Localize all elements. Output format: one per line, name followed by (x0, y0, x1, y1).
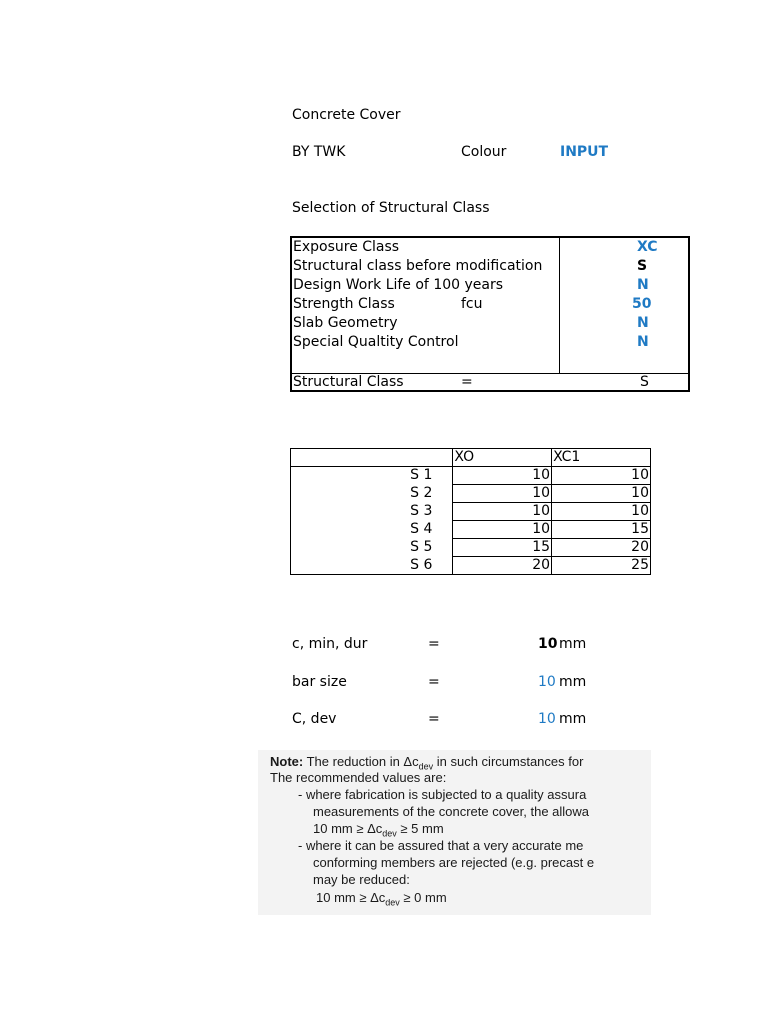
exposure-class-value[interactable]: XC (637, 239, 658, 255)
xc1-cell: 10 (552, 485, 651, 503)
xc1-cell: 20 (552, 539, 651, 557)
xo-cell: 10 (453, 521, 552, 539)
fcu-label: fcu (461, 296, 483, 312)
xc1-cell: 25 (552, 557, 651, 575)
class-cell: S 6 (291, 557, 453, 575)
xo-cell: 10 (453, 503, 552, 521)
table-row (291, 467, 651, 485)
strength-class-label: Strength Class (293, 296, 395, 312)
class-cell: S 5 (291, 539, 453, 557)
class-cell: S 3 (291, 503, 453, 521)
table-row (291, 485, 651, 503)
note-line: measurements of the concrete cover, the allowa (313, 804, 590, 819)
quality-control-value[interactable]: N (637, 334, 649, 350)
note-text: 10 mm ≥ Δc (316, 890, 386, 905)
xo-cell: 20 (453, 557, 552, 575)
input-legend: INPUT (560, 144, 609, 160)
note-line: The recommended values are: (270, 770, 447, 785)
c-dev-label: C, dev (292, 711, 337, 727)
bar-size-value[interactable]: 10 (538, 674, 556, 690)
section-title: Selection of Structural Class (292, 200, 490, 216)
structural-class-result-label: Structural Class (293, 374, 404, 390)
design-life-value[interactable]: N (637, 277, 649, 293)
xc1-cell: 15 (552, 521, 651, 539)
structural-class-before-label: Structural class before modification (293, 258, 543, 274)
note-text: The reduction in Δc (303, 754, 419, 769)
colour-label: Colour (461, 144, 507, 160)
cover-table (290, 448, 651, 575)
c-dev-unit: mm (559, 711, 587, 727)
class-cell: S 1 (291, 467, 453, 485)
cmin-dur-label: c, min, dur (292, 636, 368, 652)
note-text: ≥ 5 mm (396, 821, 444, 836)
note-subscript: dev (418, 761, 434, 772)
table-header-row (291, 449, 651, 467)
cmin-dur-eq: = (428, 636, 440, 652)
structural-class-before-value: S (637, 258, 648, 274)
exposure-class-label: Exposure Class (293, 239, 400, 255)
table-header-cell: XC1 (552, 449, 651, 467)
xo-cell: 10 (453, 485, 552, 503)
c-dev-eq: = (428, 711, 440, 727)
quality-control-label: Special Qualtity Control (293, 334, 459, 350)
bar-size-label: bar size (292, 674, 347, 690)
box-divider (559, 238, 560, 373)
cmin-dur-value: 10 (538, 636, 558, 652)
note-line: may be reduced: (313, 872, 410, 887)
table-row (291, 557, 651, 575)
table-header-cell: XO (453, 449, 552, 467)
note-subscript: dev (382, 828, 397, 839)
structural-class-result-eq: = (461, 374, 473, 390)
design-life-label: Design Work Life of 100 years (293, 277, 504, 293)
xo-cell: 10 (453, 467, 552, 485)
class-cell: S 4 (291, 521, 453, 539)
slab-geometry-value[interactable]: N (637, 315, 649, 331)
class-cell: S 2 (291, 485, 453, 503)
note-text: ≥ 0 mm (399, 890, 447, 905)
note-subscript: dev (385, 897, 400, 908)
table-header-cell (291, 449, 453, 467)
author-label: BY TWK (292, 144, 346, 160)
table-row (291, 521, 651, 539)
table-row (291, 539, 651, 557)
note-line: - where fabrication is subjected to a quality assura (298, 787, 587, 802)
note-image (258, 750, 651, 915)
note-text: 10 mm ≥ Δc (313, 821, 383, 836)
note-line (316, 890, 447, 911)
xc1-cell: 10 (552, 467, 651, 485)
structural-class-box (290, 236, 690, 392)
strength-class-value[interactable]: 50 (632, 296, 652, 312)
c-dev-value[interactable]: 10 (538, 711, 556, 727)
note-text: in such circumstances for (433, 754, 584, 769)
xo-cell: 15 (453, 539, 552, 557)
slab-geometry-label: Slab Geometry (293, 315, 398, 331)
note-line: conforming members are rejected (e.g. precast e (313, 855, 595, 870)
note-line: - where it can be assured that a very accurate me (298, 838, 584, 853)
bar-size-eq: = (428, 674, 440, 690)
table-row (291, 503, 651, 521)
note-bold: Note: (270, 754, 304, 769)
bar-size-unit: mm (559, 674, 587, 690)
structural-class-result-value: S (640, 374, 649, 390)
xc1-cell: 10 (552, 503, 651, 521)
page-title: Concrete Cover (292, 107, 401, 123)
cmin-dur-unit: mm (559, 636, 587, 652)
